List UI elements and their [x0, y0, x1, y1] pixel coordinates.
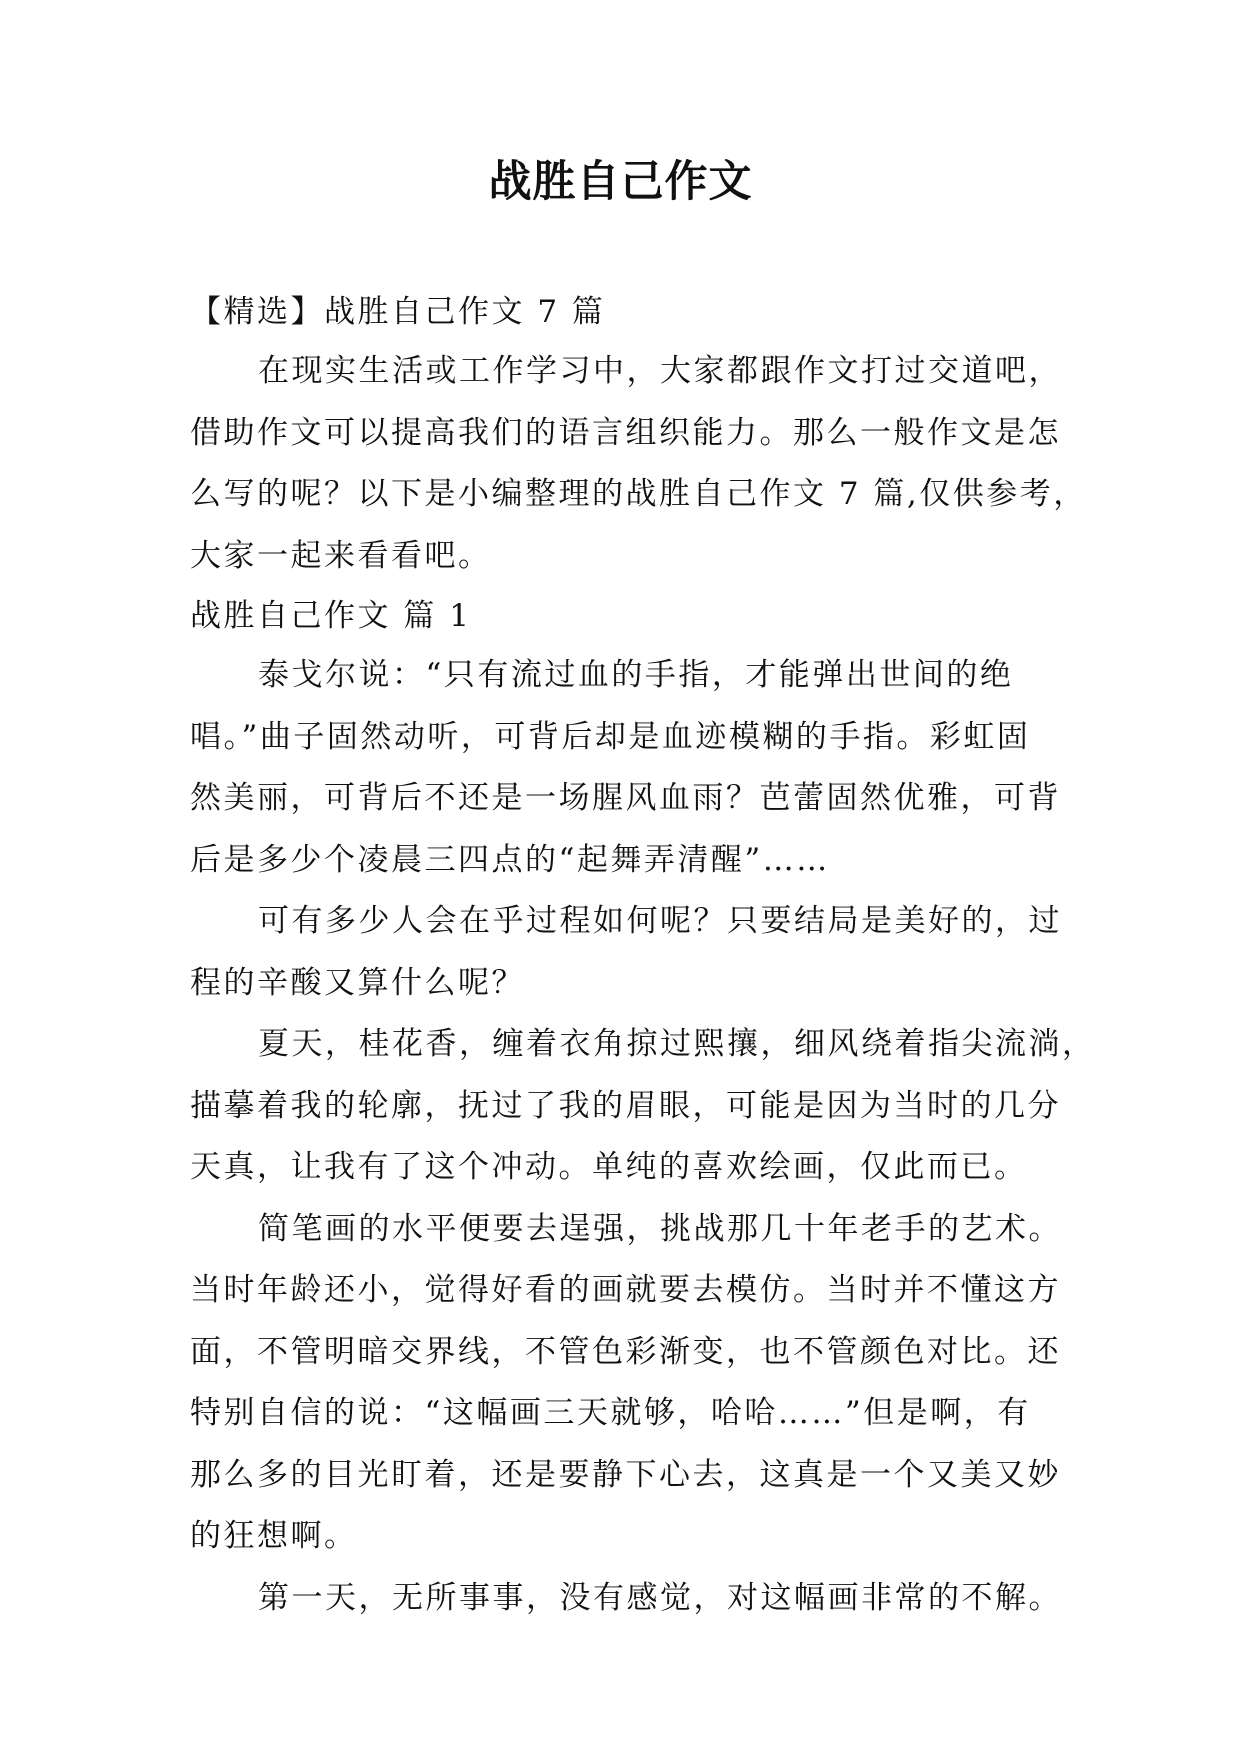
document-body [190, 283, 1096, 1629]
paragraph-line: 大家一起来看看吧。 [190, 537, 492, 574]
paragraph-line: 特别自信的说：“这幅画三天就够，哈哈……”但是啊，有 [190, 1395, 1031, 1431]
paragraph-line: 然美丽，可背后不还是一场腥风血雨？芭蕾固然优雅，可背 [190, 780, 1061, 816]
paragraph-line: 第一天，无所事事，没有感觉，对这幅画非常的不解。 [258, 1579, 1062, 1616]
paragraph-line: 后是多少个凌晨三四点的“起舞弄清醒”…… [190, 841, 830, 878]
paragraph-line: 可有多少人会在乎过程如何呢？只要结局是美好的，过 [258, 903, 1062, 939]
paragraph-line: 描摹着我的轮廓，抚过了我的眉眼，可能是因为当时的几分 [190, 1087, 1061, 1124]
document-title: 战胜自己作文 [488, 157, 753, 207]
paragraph-line: 当时年龄还小，觉得好看的画就要去模仿。当时并不懂这方 [190, 1272, 1061, 1308]
paragraph-line: 夏天，桂花香，缠着衣角掠过熙攘，细风绕着指尖流淌， [258, 1026, 1096, 1062]
paragraph-line: 唱。”曲子固然动听，可背后却是血迹模糊的手指。彩虹固 [190, 718, 1031, 755]
paragraph-line: 面，不管明暗交界线，不管色彩渐变，也不管颜色对比。还 [190, 1333, 1061, 1370]
paragraph-line: 泰戈尔说：“只有流过血的手指，才能弹出世间的绝 [258, 657, 1014, 693]
paragraph-line: 程的辛酸又算什么呢？ [190, 964, 525, 1001]
paragraph-line: 在现实生活或工作学习中，大家都跟作文打过交道吧， [258, 353, 1062, 389]
paragraph-line: 天真，让我有了这个冲动。单纯的喜欢绘画，仅此而已。 [190, 1149, 1028, 1185]
paragraph-line: 简笔画的水平便要去逞强，挑战那几十年老手的艺术。 [258, 1210, 1062, 1247]
paragraph-line: 么写的呢？以下是小编整理的战胜自己作文 7 篇,仅供参考， [190, 476, 1087, 512]
paragraph-line: 的狂想啊。 [190, 1518, 358, 1554]
document-subtitle: 【精选】战胜自己作文 7 篇 [190, 294, 606, 330]
section-heading: 战胜自己作文 篇 1 [190, 598, 472, 634]
paragraph-line: 借助作文可以提高我们的语言组织能力。那么一般作文是怎 [190, 414, 1061, 451]
paragraph-line: 那么多的目光盯着，还是要静下心去，这真是一个又美又妙 [190, 1456, 1061, 1493]
